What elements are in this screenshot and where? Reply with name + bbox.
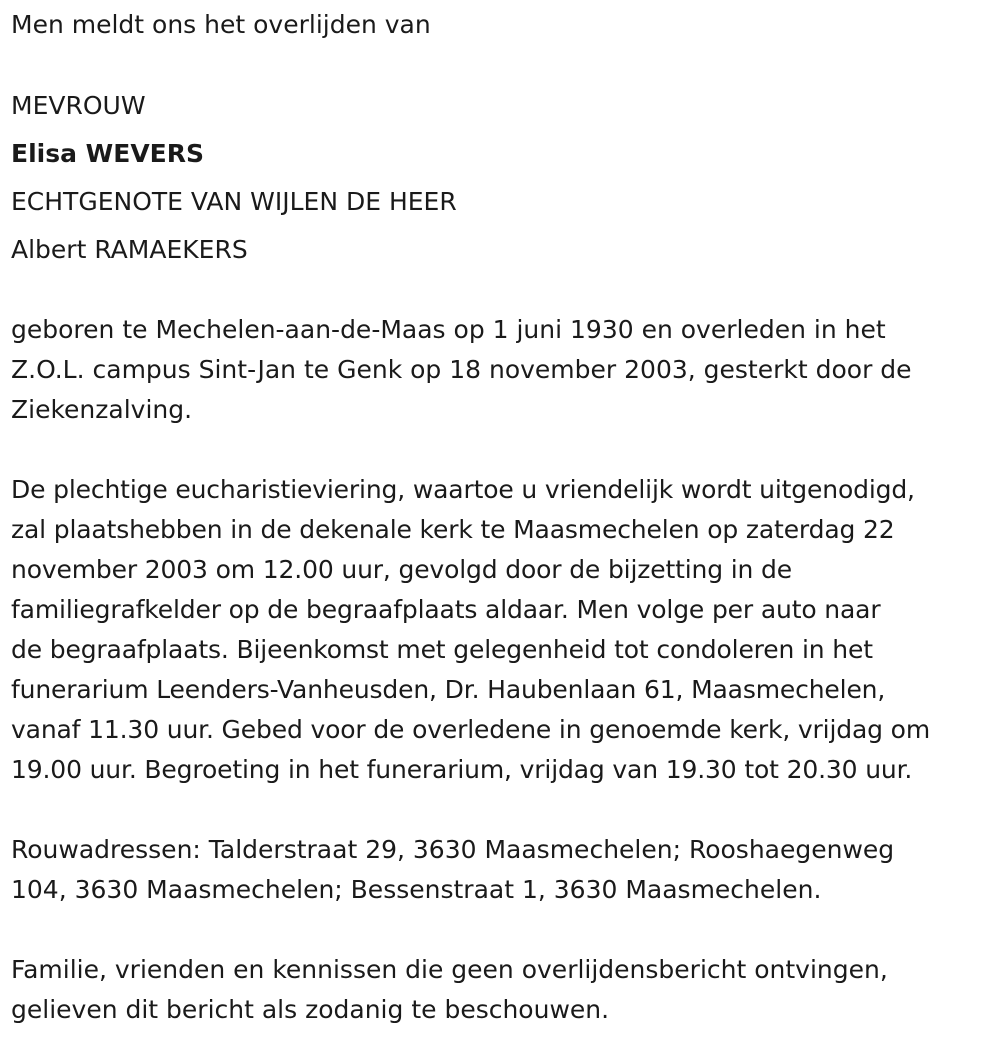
notice-paragraph bbox=[11, 950, 996, 1030]
paragraph-line: gelieven dit bericht als zodanig te beschouwen. bbox=[11, 995, 610, 1024]
paragraph-line: vanaf 11.30 uur. Gebed voor de overledene in genoemde kerk, vrijdag om bbox=[11, 715, 931, 744]
birth-death-paragraph bbox=[11, 310, 996, 430]
paragraph-line: Rouwadressen: Talderstraat 29, 3630 Maasmechelen; Rooshaegenweg bbox=[11, 835, 895, 864]
paragraph-line: familiegrafkelder op de begraafplaats aldaar. Men volge per auto naar bbox=[11, 595, 881, 624]
paragraph-line: geboren te Mechelen-aan-de-Maas op 1 juni 1930 en overleden in het bbox=[11, 315, 886, 344]
paragraph-line: november 2003 om 12.00 uur, gevolgd door de bijzetting in de bbox=[11, 555, 793, 584]
paragraph-line: Z.O.L. campus Sint-Jan te Genk op 18 november 2003, gesterkt door de bbox=[11, 355, 912, 384]
paragraph-line: 19.00 uur. Begroeting in het funerarium, vrijdag van 19.30 tot 20.30 uur. bbox=[11, 755, 913, 784]
deceased-name: Elisa WEVERS bbox=[11, 139, 205, 168]
relation-text: ECHTGENOTE VAN WIJLEN DE HEER bbox=[11, 187, 457, 216]
paragraph-line: de begraafplaats. Bijeenkomst met gelegenheid tot condoleren in het bbox=[11, 635, 873, 664]
intro-text: Men meldt ons het overlijden van bbox=[11, 10, 431, 39]
honorific-title: MEVROUW bbox=[11, 91, 146, 120]
paragraph-line: zal plaatshebben in de dekenale kerk te Maasmechelen op zaterdag 22 bbox=[11, 515, 895, 544]
paragraph-line: Ziekenzalving. bbox=[11, 395, 193, 424]
spouse-name: Albert RAMAEKERS bbox=[11, 235, 248, 264]
paragraph-line: funerarium Leenders-Vanheusden, Dr. Haubenlaan 61, Maasmechelen, bbox=[11, 675, 886, 704]
paragraph-line: Familie, vrienden en kennissen die geen overlijdensbericht ontvingen, bbox=[11, 955, 888, 984]
paragraph-line: 104, 3630 Maasmechelen; Bessenstraat 1, 3630 Maasmechelen. bbox=[11, 875, 822, 904]
paragraph-line: De plechtige eucharistieviering, waartoe u vriendelijk wordt uitgenodigd, bbox=[11, 475, 915, 504]
funeral-paragraph bbox=[11, 470, 996, 790]
mourning-addresses-paragraph bbox=[11, 830, 996, 910]
